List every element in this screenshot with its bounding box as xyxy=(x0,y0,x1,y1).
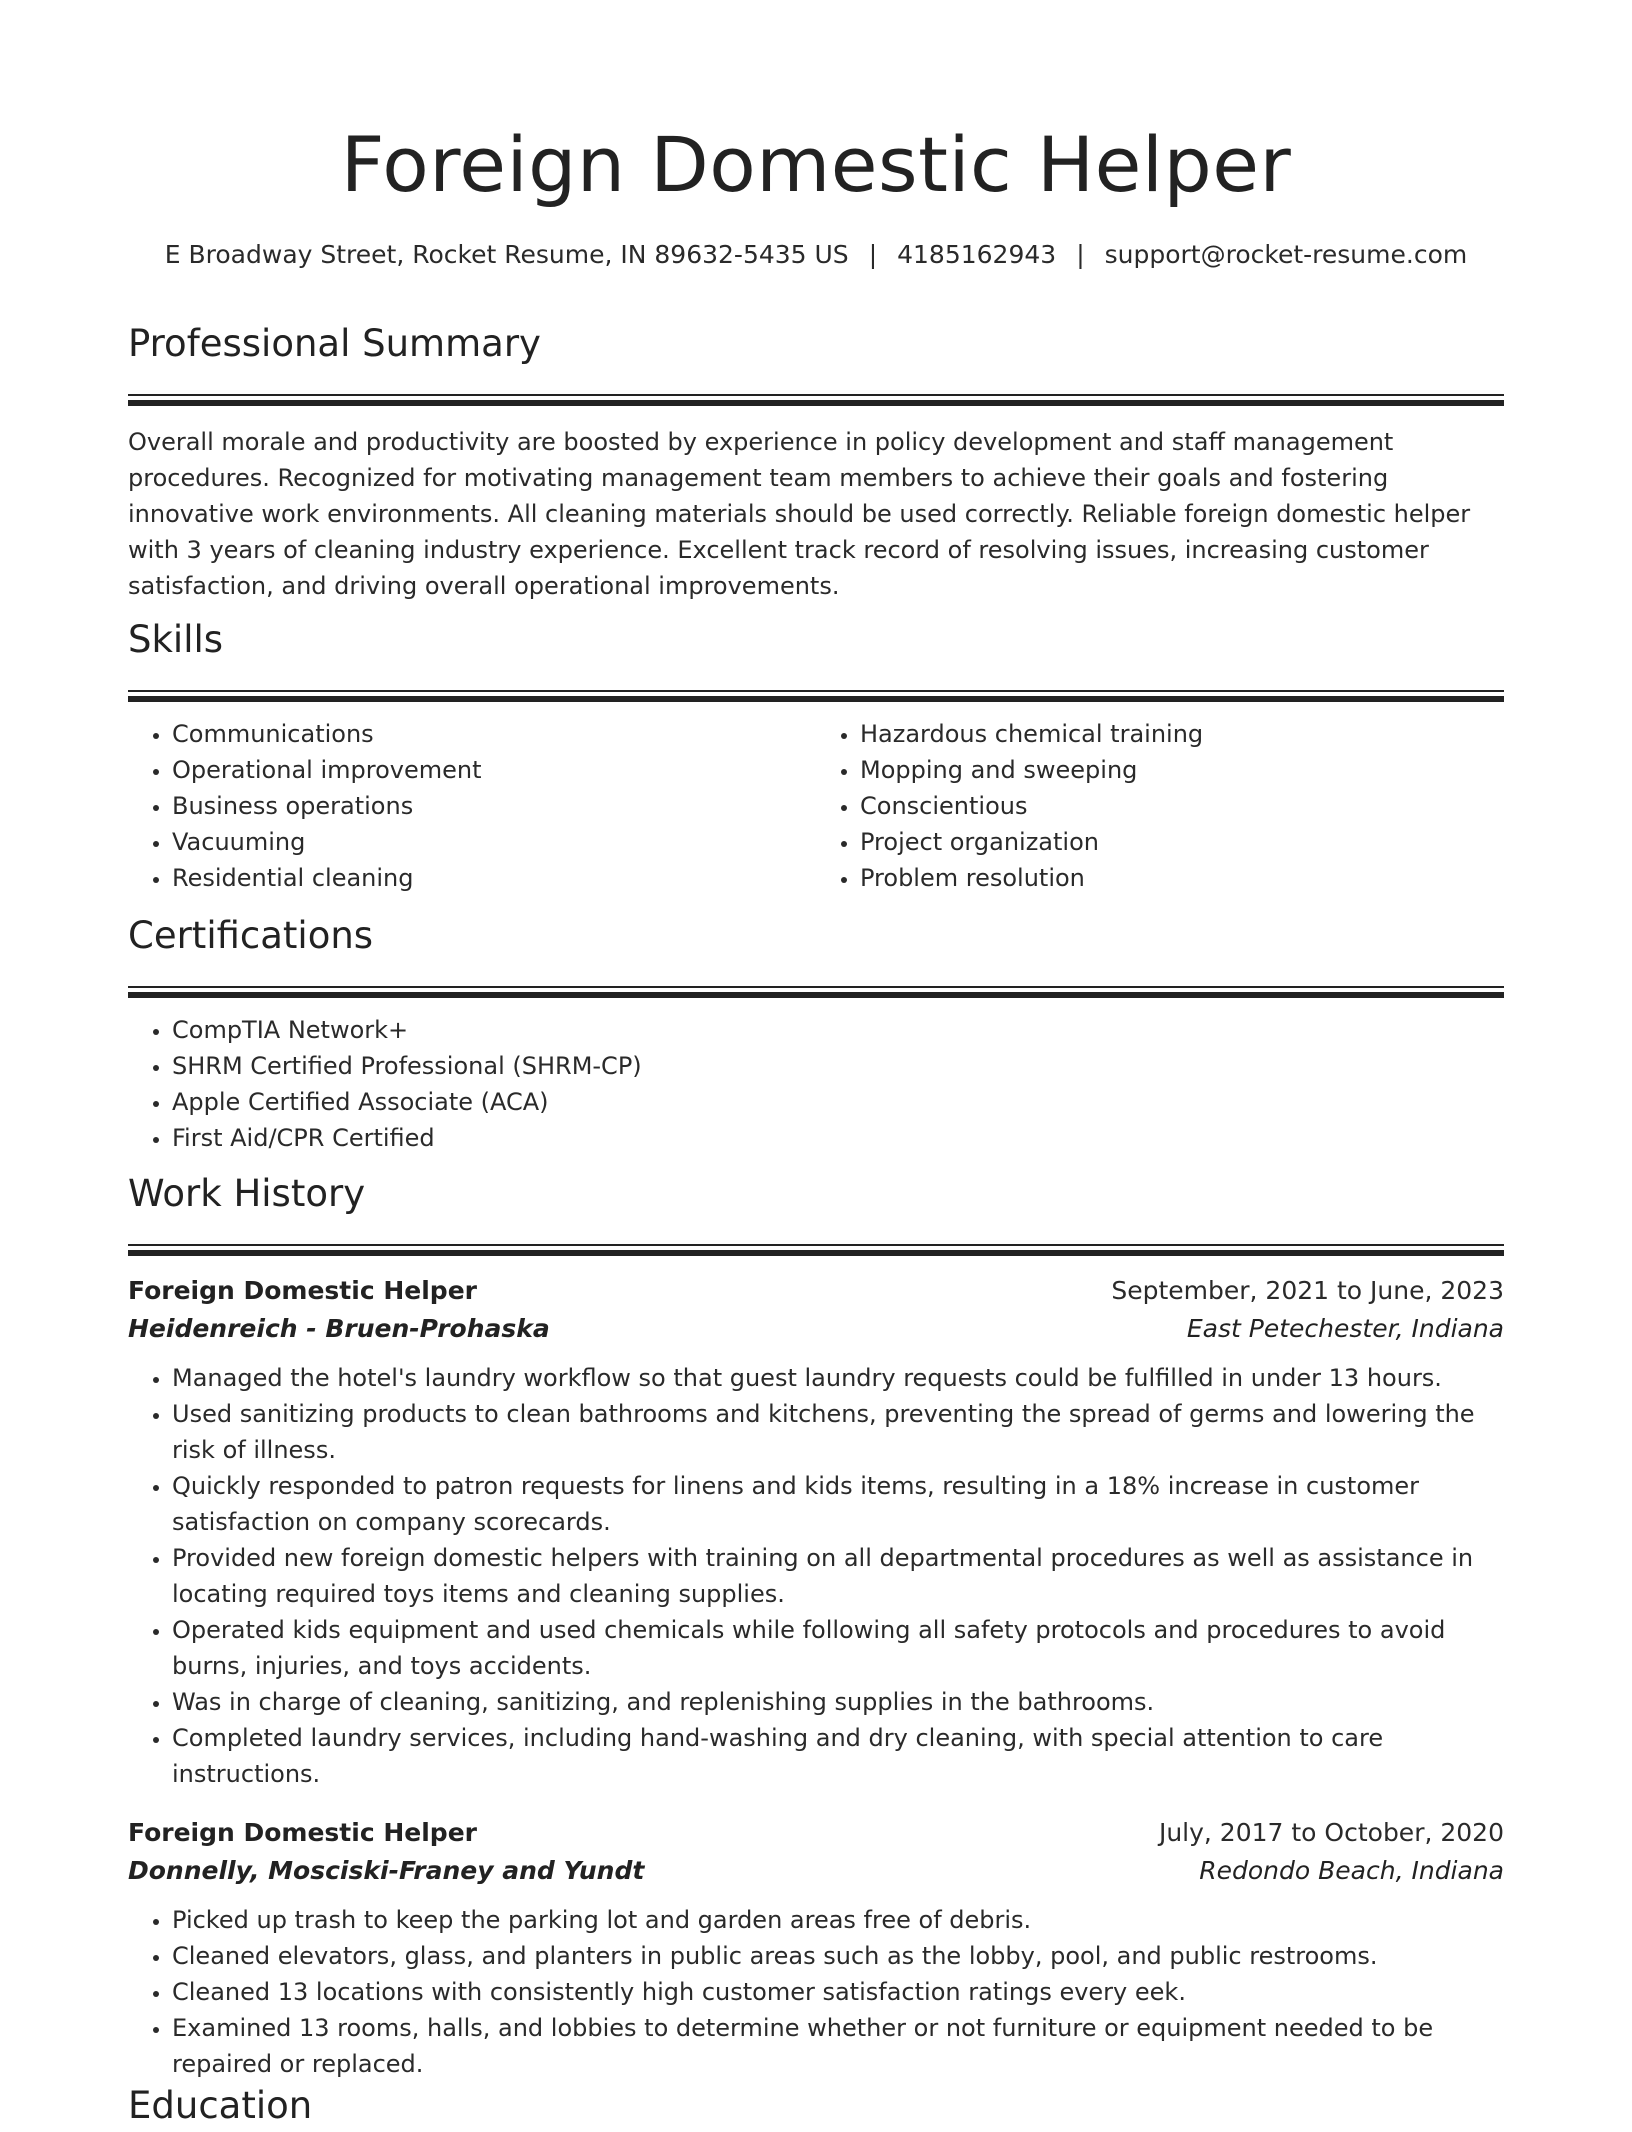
skill-item: • Project organization xyxy=(860,824,1504,860)
job-location: East Petechester, Indiana xyxy=(1186,1314,1504,1343)
skills-heading: Skills xyxy=(128,618,224,661)
job-duties xyxy=(128,1360,1504,1792)
skill-item: • Business operations xyxy=(172,788,816,824)
job-header xyxy=(128,1272,1504,1310)
section-divider xyxy=(128,986,1504,1000)
work-history-section xyxy=(128,1168,1504,2082)
job-entry xyxy=(128,1814,1504,2082)
job-duty: • Quickly responded to patron requests for linens and kids items, resulting in a 18% increase in customer satisfaction on company scorecards. xyxy=(172,1468,1504,1540)
skill-item: • Hazardous chemical training xyxy=(860,716,1504,752)
summary-text: Overall morale and productivity are boosted by experience in policy development and staff management procedures. Recognized for motivating management team members to achieve their goals and fostering innovative work environments. All cleaning materials should be used correctly. Reliable foreign domestic helper with 3 years of cleaning industry experience. Excellent track record of resolving issues, increasing customer satisfaction, and driving overall operational improvements. xyxy=(128,428,1471,600)
job-duties xyxy=(128,1902,1504,2082)
skills-list-right xyxy=(816,716,1504,896)
job-duty: • Operated kids equipment and used chemicals while following all safety protocols and procedures to avoid burns, injuries, and toys accidents. xyxy=(172,1612,1504,1684)
job-duty: • Cleaned 13 locations with consistently high customer satisfaction ratings every eek. xyxy=(172,1974,1504,2010)
contact-address: E Broadway Street, Rocket Resume, IN 89632-5435 US xyxy=(164,240,849,269)
skill-item: • Problem resolution xyxy=(860,860,1504,896)
contact-separator: | xyxy=(1076,240,1085,269)
section-divider xyxy=(128,690,1504,704)
job-subheader xyxy=(128,1310,1504,1348)
job-title: Foreign Domestic Helper xyxy=(128,1276,477,1305)
certifications-list xyxy=(128,1012,1504,1156)
job-subheader xyxy=(128,1852,1504,1890)
skill-item: • Mopping and sweeping xyxy=(860,752,1504,788)
skill-item: • Operational improvement xyxy=(172,752,816,788)
job-duty: • Provided new foreign domestic helpers with training on all departmental procedures as well as assistance in locating required toys items and cleaning supplies. xyxy=(172,1540,1504,1612)
certification-item: • SHRM Certified Professional (SHRM-CP) xyxy=(172,1048,1504,1084)
certifications-section xyxy=(128,910,1504,1156)
certification-item: • CompTIA Network+ xyxy=(172,1012,1504,1048)
candidate-name: Foreign Domestic Helper xyxy=(340,120,1292,209)
contact-separator: | xyxy=(868,240,878,269)
job-duty: • Picked up trash to keep the parking lot and garden areas free of debris. xyxy=(172,1902,1504,1938)
summary-section xyxy=(128,318,1504,604)
contact-phone: 4185162943 xyxy=(897,240,1057,269)
certification-item: • Apple Certified Associate (ACA) xyxy=(172,1084,1504,1120)
contact-line xyxy=(128,240,1504,269)
contact-email: support@rocket-resume.com xyxy=(1104,240,1468,269)
job-duty: • Used sanitizing products to clean bathrooms and kitchens, preventing the spread of germs and lowering the risk of illness. xyxy=(172,1396,1504,1468)
job-duty: • Cleaned elevators, glass, and planters in public areas such as the lobby, pool, and public restrooms. xyxy=(172,1938,1504,1974)
summary-heading: Professional Summary xyxy=(128,322,541,365)
skills-list-left xyxy=(128,716,816,896)
skill-item: • Vacuuming xyxy=(172,824,816,860)
job-location: Redondo Beach, Indiana xyxy=(1199,1856,1504,1885)
skills-section xyxy=(128,614,1504,896)
skill-item: • Communications xyxy=(172,716,816,752)
education-section xyxy=(128,2080,1504,2132)
job-duty: • Was in charge of cleaning, sanitizing, and replenishing supplies in the bathrooms. xyxy=(172,1684,1504,1720)
skill-item: • Conscientious xyxy=(860,788,1504,824)
skills-columns xyxy=(128,704,1504,896)
job-duty: • Completed laundry services, including hand-washing and dry cleaning, with special attention to care instructions. xyxy=(172,1720,1504,1792)
section-divider xyxy=(128,1244,1504,1258)
certifications-heading: Certifications xyxy=(128,914,374,957)
job-entry xyxy=(128,1272,1504,1792)
certification-item: • First Aid/CPR Certified xyxy=(172,1120,1504,1156)
job-dates: July, 2017 to October, 2020 xyxy=(1158,1818,1504,1847)
job-duty: • Managed the hotel's laundry workflow so that guest laundry requests could be fulfilled in under 13 hours. xyxy=(172,1360,1504,1396)
section-divider xyxy=(128,394,1504,408)
education-heading: Education xyxy=(128,2084,313,2127)
job-company: Donnelly, Mosciski-Franey and Yundt xyxy=(128,1856,645,1885)
work-history-heading: Work History xyxy=(128,1172,366,1215)
job-duty: • Examined 13 rooms, halls, and lobbies to determine whether or not furniture or equipment needed to be repaired or replaced. xyxy=(172,2010,1504,2082)
skill-item: • Residential cleaning xyxy=(172,860,816,896)
job-title: Foreign Domestic Helper xyxy=(128,1818,477,1847)
job-dates: September, 2021 to June, 2023 xyxy=(1111,1276,1504,1305)
job-company: Heidenreich - Bruen-Prohaska xyxy=(128,1314,550,1343)
job-header xyxy=(128,1814,1504,1852)
